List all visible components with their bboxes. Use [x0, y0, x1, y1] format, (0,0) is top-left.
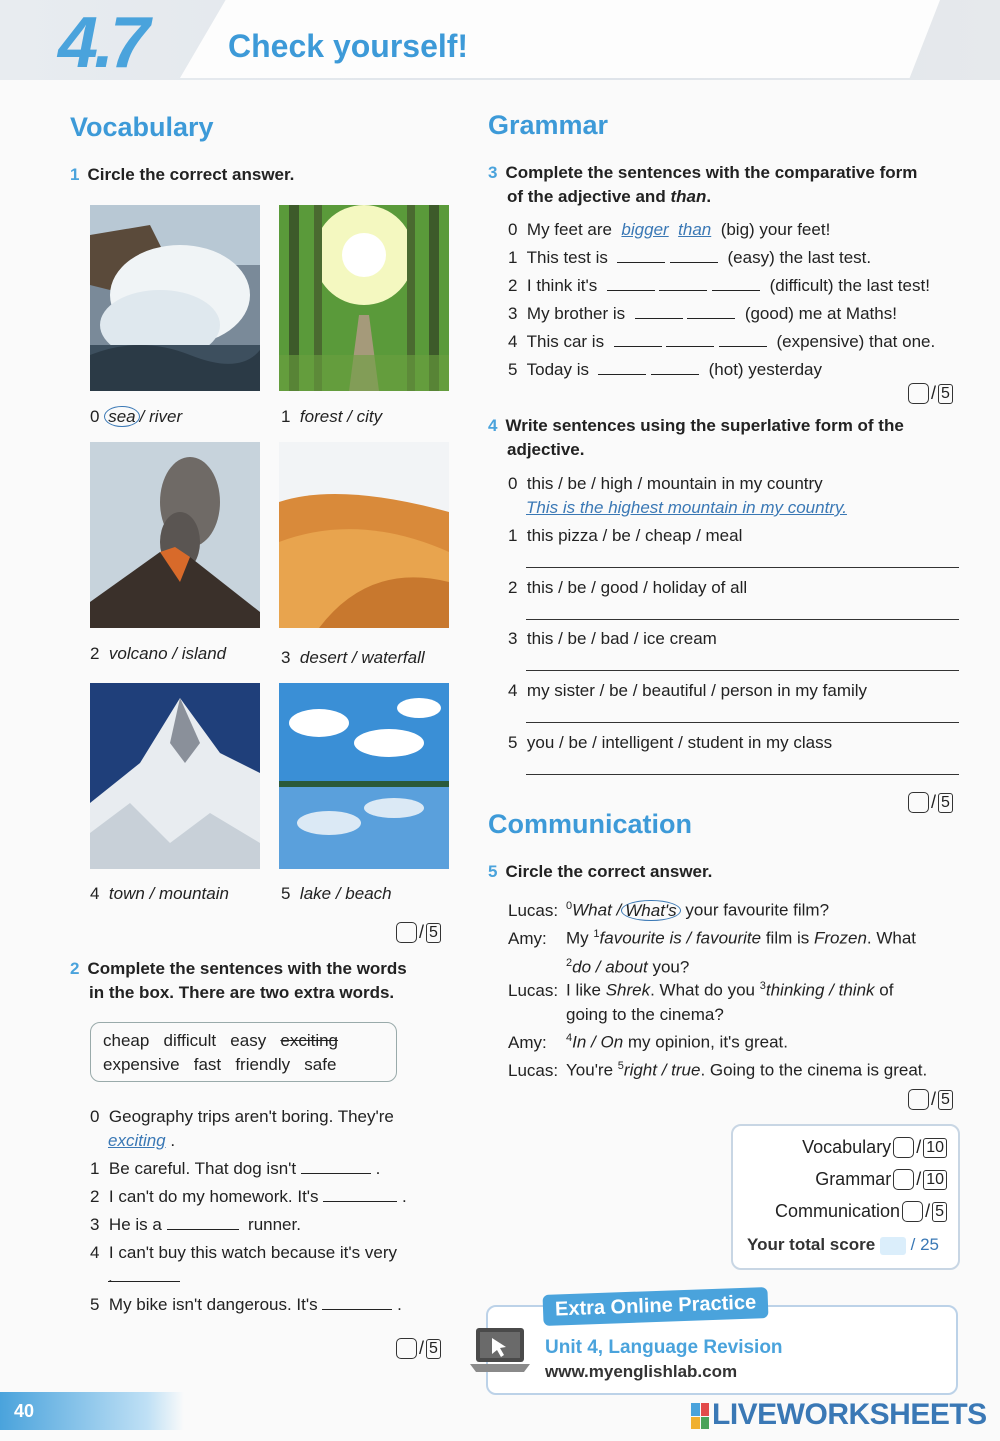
blank-input[interactable] [712, 275, 760, 291]
extra-url[interactable]: www.myenglishlab.com [545, 1362, 738, 1381]
caption-5: 5 lake / beach [281, 884, 392, 903]
q1-text: Circle the correct answer. [87, 165, 295, 184]
q4-item-5: 5 you / be / intelligent / student in my class [508, 733, 833, 752]
q3-item-2: 2 I think it's (difficult) the last test! [508, 276, 930, 295]
unit-number: 4.7 [58, 3, 147, 83]
score-input-q2[interactable] [396, 1338, 417, 1359]
score-row-vocabulary: Vocabulary / 10 [802, 1137, 947, 1158]
answer-line[interactable] [526, 670, 959, 671]
answer-line[interactable] [526, 722, 959, 723]
photo-desert [279, 442, 449, 628]
answer-line[interactable] [526, 774, 959, 775]
extra-practice-label: Extra Online Practice [543, 1287, 769, 1326]
page-number: 40 [0, 1392, 184, 1430]
dialog-line-amy2: Amy: $^4$In / On my opinion, it's great. [508, 1032, 788, 1052]
q1-number: 1 [70, 165, 80, 184]
blank-input[interactable] [322, 1294, 392, 1310]
word-box-row2: expensive fast friendly safe [103, 1055, 337, 1074]
blank-input[interactable] [167, 1214, 239, 1230]
score-q4: / 5 [908, 792, 953, 813]
dialog-line-lucas1: Lucas: $^0$What / What's your favourite film? [508, 900, 830, 920]
blank-input[interactable] [598, 359, 646, 375]
blank-input[interactable] [617, 247, 665, 263]
score-q1: / 5 [396, 922, 441, 943]
caption-2: 2 volcano / island [90, 644, 227, 663]
dialog-line-amy1: Amy: My $^1$favourite is / favourite film is Frozen. What $^2$do / about you? [508, 928, 917, 977]
photo-lake [279, 683, 449, 869]
grammar-title: Grammar [488, 110, 609, 140]
q3-item-4: 4 This car is (expensive) that one. [508, 332, 936, 351]
photo-mountain [90, 683, 260, 869]
communication-title: Communication [488, 809, 693, 839]
blank-input[interactable] [301, 1158, 371, 1174]
score-input-q5[interactable] [908, 1089, 929, 1110]
blank-input[interactable] [323, 1186, 397, 1202]
answer-line[interactable] [526, 619, 959, 620]
caption-0: 0 sea / river [90, 407, 183, 426]
photo-sea [90, 205, 260, 391]
q2-item-0: 0 Geography trips aren't boring. They're exciting . [90, 1107, 394, 1150]
caption-3: 3 desert / waterfall [281, 648, 425, 667]
score-input-q3[interactable] [908, 383, 929, 404]
q4-item-3: 3 this / be / bad / ice cream [508, 629, 717, 648]
blank-input[interactable] [651, 359, 699, 375]
blank-input[interactable] [666, 331, 714, 347]
q2-heading: 2 Complete the sentences with the words in the box. There are two extra words. [70, 959, 407, 1002]
q4-item-2: 2 this / be / good / holiday of all [508, 578, 748, 597]
score-q3: / 5 [908, 383, 953, 404]
q3-heading: 3 Complete the sentences with the comparative form of the adjective and than. [488, 163, 918, 206]
q2-item-2: 2 I can't do my homework. It's . [90, 1187, 407, 1206]
q3-item-0: 0 My feet are bigger than (big) your feet! [508, 220, 831, 239]
score-input-grammar[interactable] [893, 1169, 914, 1190]
score-q5: / 5 [908, 1089, 953, 1110]
caption-4: 4 town / mountain [90, 884, 229, 903]
blank-input[interactable] [635, 303, 683, 319]
q5-heading: 5 Circle the correct answer. [488, 862, 713, 881]
answer-circle: What's [621, 900, 680, 921]
q3-item-5: 5 Today is (hot) yesterday [508, 360, 823, 379]
q2-item-1: 1 Be careful. That dog isn't . [90, 1159, 381, 1178]
blank-input[interactable] [108, 1265, 180, 1282]
score-row-communication: Communication / 5 [775, 1201, 947, 1222]
caption-1: 1 forest / city [281, 407, 383, 426]
q4-heading: 4 Write sentences using the superlative form of the adjective. [488, 416, 904, 459]
laptop-icon [470, 1326, 530, 1378]
blank-input[interactable] [670, 247, 718, 263]
q1-heading [70, 163, 294, 187]
answer-line[interactable] [526, 567, 959, 568]
blank-input[interactable] [719, 331, 767, 347]
page-title: Check yourself! [228, 28, 469, 64]
photo-forest [279, 205, 449, 391]
answer-circle: sea [104, 406, 139, 427]
dialog-line-lucas2: Lucas: I like Shrek. What do you $^3$thinking / think of going to the cinema? [508, 980, 894, 1024]
q4-item-0: 0 this / be / high / mountain in my country This is the highest mountain in my country. [508, 474, 847, 517]
total-score-input[interactable] [880, 1237, 906, 1255]
photo-volcano [90, 442, 260, 628]
score-input-communication[interactable] [902, 1201, 923, 1222]
liveworksheets-brand: LIVEWORKSHEETS [712, 1398, 987, 1431]
q4-item-4: 4 my sister / be / beautiful / person in my family [508, 681, 868, 700]
liveworksheets-logo-icon [691, 1403, 709, 1429]
score-row-grammar: Grammar / 10 [815, 1169, 947, 1190]
total-score-row: Your total score / 25 [747, 1235, 939, 1254]
score-q2: / 5 [396, 1338, 441, 1359]
blank-input[interactable] [607, 275, 655, 291]
score-input-q1[interactable] [396, 922, 417, 943]
score-input-q4[interactable] [908, 792, 929, 813]
q2-item-5: 5 My bike isn't dangerous. It's . [90, 1295, 402, 1314]
blank-input[interactable] [687, 303, 735, 319]
blank-input[interactable] [614, 331, 662, 347]
score-input-vocabulary[interactable] [893, 1137, 914, 1158]
blank-input[interactable] [659, 275, 707, 291]
q3-item-1: 1 This test is (easy) the last test. [508, 248, 872, 267]
vocabulary-title: Vocabulary [70, 112, 214, 142]
extra-unit: Unit 4, Language Revision [545, 1337, 783, 1358]
q2-item-3: 3 He is a runner. [90, 1215, 301, 1234]
q3-item-3: 3 My brother is (good) me at Maths! [508, 304, 897, 323]
dialog-line-lucas3: Lucas: You're $^5$right / true. Going to the cinema is great. [508, 1060, 928, 1080]
q4-item-1: 1 this pizza / be / cheap / meal [508, 526, 743, 545]
q2-item-4: 4 I can't buy this watch because it's very . [90, 1243, 397, 1286]
word-box-row1: cheap difficult easy exciting [103, 1031, 339, 1050]
